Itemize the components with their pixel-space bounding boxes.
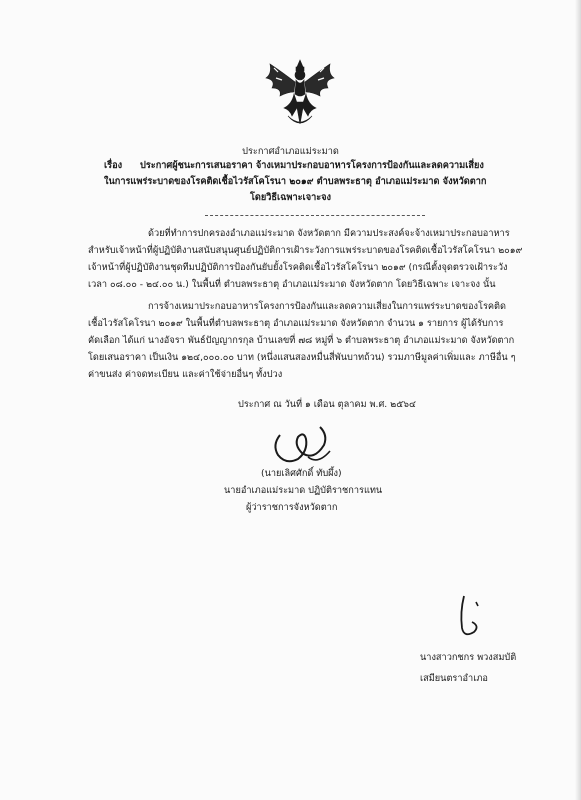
clerk-signature <box>450 592 490 640</box>
dateline: ประกาศ ณ วันที่ ๑ เดือน ตุลาคม พ.ศ. ๒๕๖๔ <box>238 399 416 410</box>
body-p2-line-5: ค่าขนส่ง ค่าจดทะเบียน และค่าใช้จ่ายอื่นๆ ทั้งปวง <box>88 369 283 380</box>
clerk-name: นางสาวกชกร พวงสมบัติ <box>420 652 517 663</box>
body-p2-line-3: คัดเลือก ได้แก่ นางอัจรา พันธ์ปัญญากรกุล บ้านเลขที่ ๗๘ หมู่ที่ ๖ ตำบลพระธาตุ อำเภอแม่ระมาด จังหวัดตาก <box>88 335 515 346</box>
page-shadow-edge <box>575 0 581 800</box>
subject-line-1: ประกาศผู้ชนะการเสนอราคา จ้างเหมาประกอบอาหารโครงการป้องกันและลดความเสี่ยง <box>140 160 484 171</box>
subject-line-3: โดยวิธีเฉพาะเจาะจง <box>249 192 332 203</box>
subject-line-2: ในการแพร่ระบาดของโรคติดเชื้อไวรัสโคโรนา ๒๐๑๙ ตำบลพระธาตุ อำเภอแม่ระมาด จังหวัดตาก <box>104 176 487 187</box>
body-p2-line-1: การจ้างเหมาประกอบอาหารโครงการป้องกันและลดความเสี่ยงในการแพร่ระบาดของโรคติด <box>148 301 506 312</box>
subject-label: เรื่อง <box>104 160 123 171</box>
body-p1-line-2: สำหรับเจ้าหน้าที่ผู้ปฏิบัติงานสนับสนุนศูนย์ปฏิบัติการเฝ้าระวังการแพร่ระบาดของโรคติดเชื้อไวรัสโคโรนา ๒๐๑๙ <box>88 245 523 256</box>
body-p1-line-4: เวลา ๐๘.๐๐ - ๒๔.๐๐ น.) ในพื้นที่ ตำบลพระธาตุ อำเภอแม่ระมาด จังหวัดตาก โดยวิธีเฉพาะ เจาะจง นั้น <box>88 279 496 290</box>
header-divider <box>205 215 425 216</box>
signatory-position-1: นายอำเภอแม่ระมาด ปฏิบัติราชการแทน <box>224 485 383 496</box>
garuda-emblem-icon <box>262 58 338 130</box>
signatory-position-2: ผู้ว่าราชการจังหวัดตาก <box>246 502 338 513</box>
district-officer-signature <box>268 415 340 471</box>
body-p2-line-2: เชื้อไวรัสโคโรนา ๒๐๑๙ ในพื้นที่ตำบลพระธาตุ อำเภอแม่ระมาด จังหวัดตาก จำนวน ๑ รายการ ผู้ได้รับการ <box>88 318 504 329</box>
body-p2-line-4: โดยเสนอราคา เป็นเงิน ๑๒๔,๐๐๐.๐๐ บาท (หนึ่งแสนสองหมื่นสี่พันบาทถ้วน) รวมภาษีมูลค่าเพิ่มและ ภาษีอื่น ๆ <box>88 352 516 363</box>
clerk-position: เสมียนตราอำเภอ <box>420 673 488 684</box>
signatory-name: (นายเลิศศักดิ์ ทับผึ้ง) <box>261 468 342 479</box>
body-p1-line-1: ด้วยที่ทำการปกครองอำเภอแม่ระมาด จังหวัดตาก มีความประสงค์จะจ้างเหมาประกอบอาหาร <box>148 228 510 239</box>
issuer-title: ประกาศอำเภอแม่ระมาด <box>242 146 339 157</box>
body-p1-line-3: เจ้าหน้าที่ผู้ปฏิบัติงานชุดทีมปฏิบัติการป้องกันยับยั้งโรคติดเชื้อไวรัสโคโรนา ๒๐๑๙ (กรณีตั้งจุดตรวจเฝ้าระวัง <box>88 262 508 273</box>
